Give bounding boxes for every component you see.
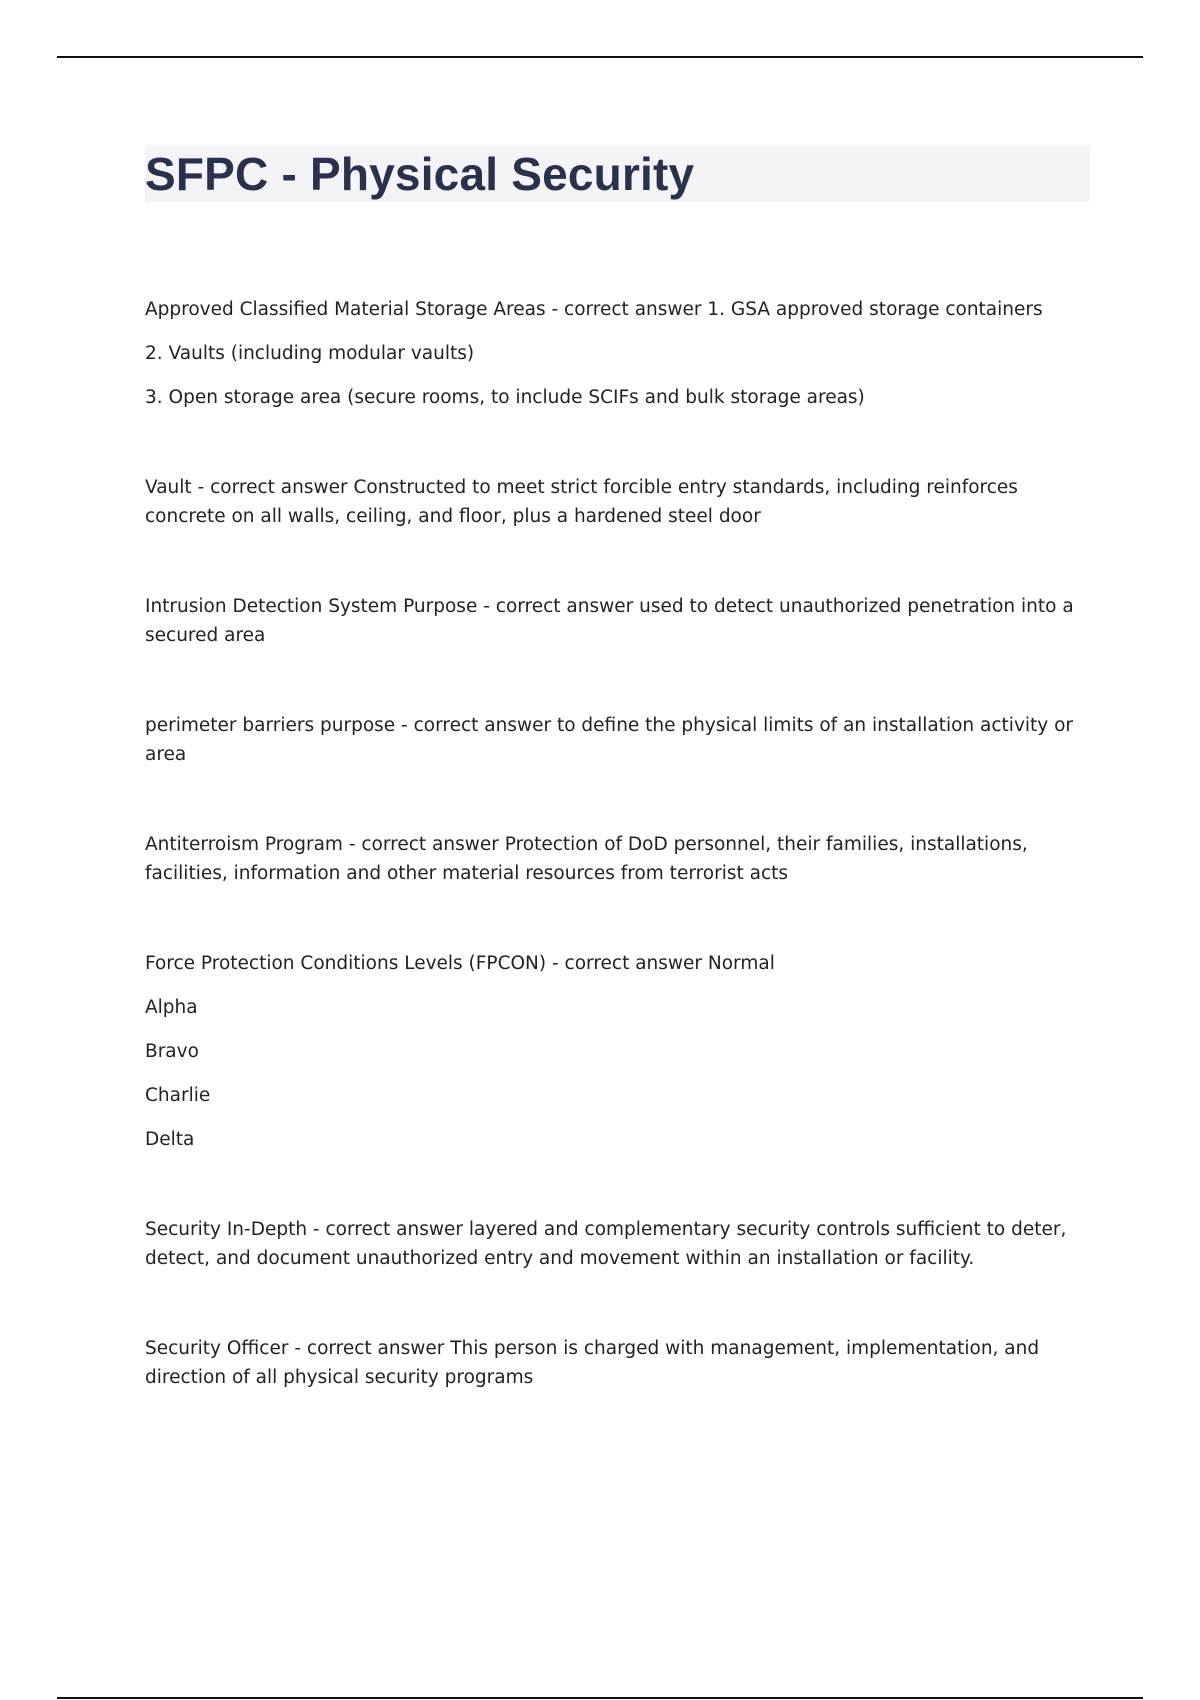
flashcard-list	[145, 295, 1090, 1392]
bottom-divider	[57, 1697, 1143, 1699]
entry-perimeter-barriers	[145, 711, 1090, 769]
entry-line: Force Protection Conditions Levels (FPCON) - correct answer Normal	[145, 953, 775, 974]
title-banner	[145, 145, 1090, 202]
entry-text: Vault - correct answer Constructed to meet strict forcible entry standards, including reinforces concrete on all walls, ceiling, and floor, plus a hardened steel door	[145, 477, 1018, 527]
entry-line: 3. Open storage area (secure rooms, to include SCIFs and bulk storage areas)	[145, 387, 865, 408]
entry-antiterrorism	[145, 830, 1090, 888]
entry-text: perimeter barriers purpose - correct answer to define the physical limits of an installation activity or area	[145, 715, 1074, 765]
entry-storage-areas	[145, 295, 1090, 412]
entry-text: Security Officer - correct answer This person is charged with management, implementation, and direction of all physical security programs	[145, 1338, 1040, 1388]
entry-line: Charlie	[145, 1085, 211, 1106]
top-divider	[57, 56, 1143, 58]
entry-line: Approved Classified Material Storage Areas - correct answer 1. GSA approved storage containers	[145, 299, 1043, 320]
document-content	[145, 145, 1090, 1392]
entry-vault	[145, 473, 1090, 531]
entry-text: Intrusion Detection System Purpose - correct answer used to detect unauthorized penetration into a secured area	[145, 596, 1074, 646]
entry-security-in-depth	[145, 1215, 1090, 1273]
entry-text: Security In-Depth - correct answer layered and complementary security controls sufficient to deter, detect, and document unauthorized entry and movement within an installation or facility.	[145, 1219, 1067, 1269]
page-title: SFPC - Physical Security	[145, 147, 695, 200]
entry-security-officer	[145, 1334, 1090, 1392]
entry-fpcon-levels	[145, 949, 1090, 1154]
entry-line: Alpha	[145, 997, 198, 1018]
entry-intrusion-detection	[145, 592, 1090, 650]
entry-line: 2. Vaults (including modular vaults)	[145, 343, 475, 364]
entry-line: Bravo	[145, 1041, 199, 1062]
entry-line: Delta	[145, 1129, 195, 1150]
entry-text: Antiterroism Program - correct answer Protection of DoD personnel, their families, installations, facilities, information and other material resources from terrorist acts	[145, 834, 1028, 884]
